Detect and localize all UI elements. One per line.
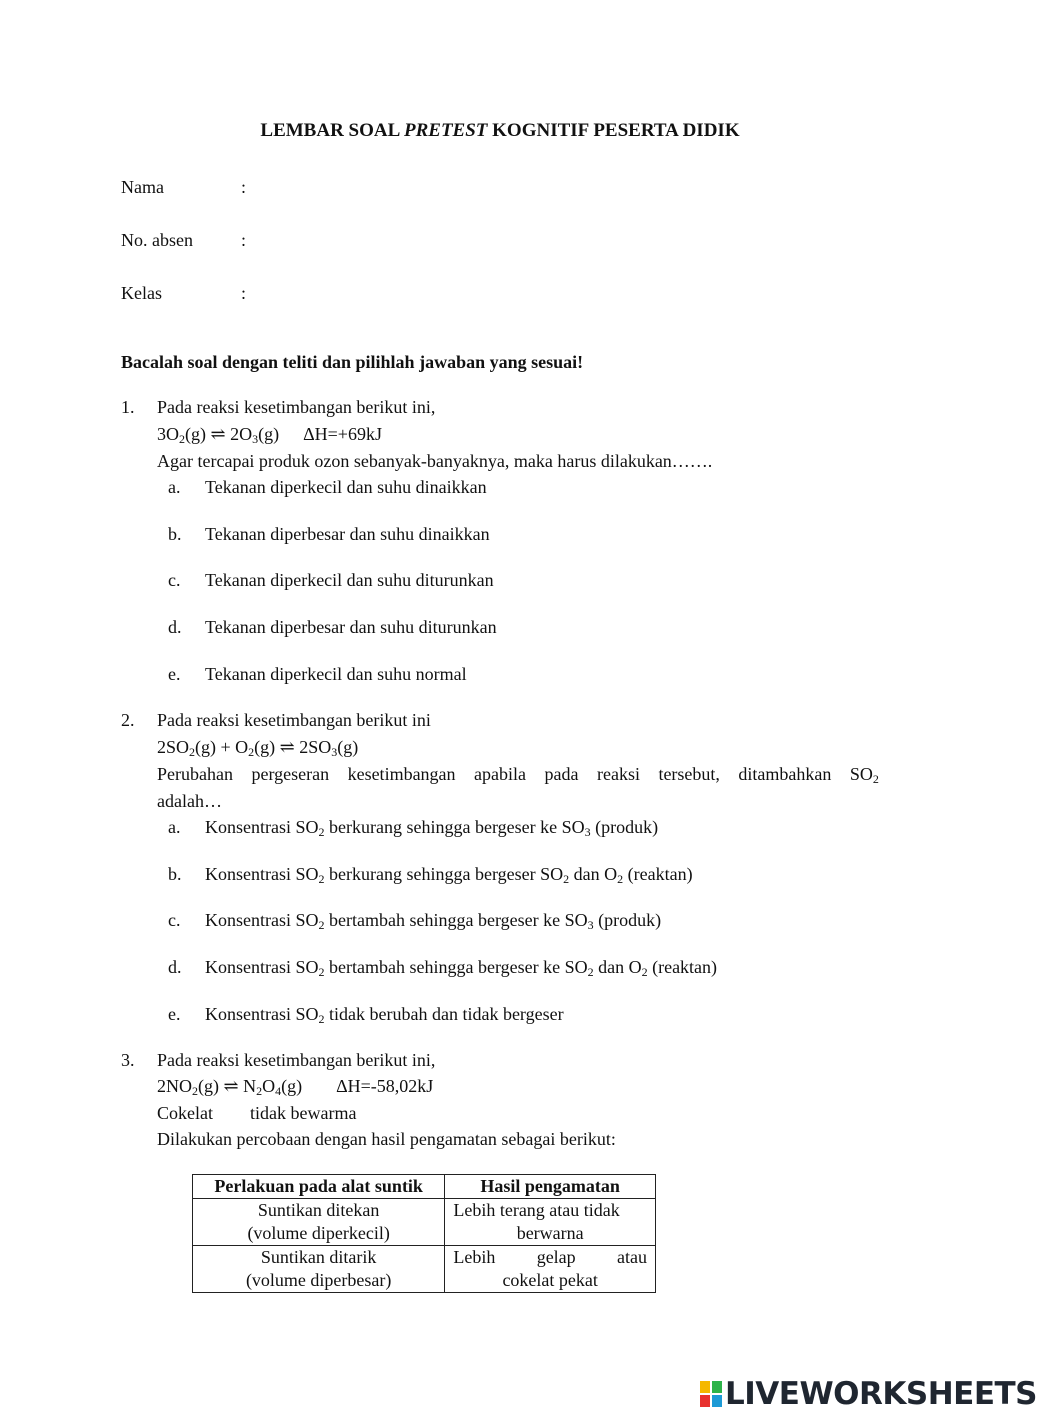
q2-option-c: Konsentrasi $SO_2$ bertambah sehingga bergeser ke $SO_3$ (produk) (205, 910, 662, 932)
observation-table (192, 1174, 656, 1293)
q1-option-a-letter: a. (168, 477, 181, 497)
table-header-result: Hasil pengamatan (445, 1175, 656, 1199)
question-3-enthalpy: ΔH=-58,02kJ (336, 1076, 434, 1096)
question-1-number: 1. (121, 397, 135, 417)
table-cell-treatment: Suntikan ditekan (volume diperkecil) (193, 1199, 445, 1246)
absen-colon: : (241, 230, 247, 250)
liveworksheets-logo-text: LIVEWORKSHEETS (725, 1376, 1037, 1412)
q2-option-b-letter: b. (168, 864, 182, 884)
question-3-intro: Pada reaksi kesetimbangan berikut ini, (157, 1050, 436, 1070)
question-3-text: Dilakukan percobaan dengan hasil pengamatan sebagai berikut: (157, 1129, 616, 1149)
question-2-equation: $2SO_2(g) + O_2(g)$ ⇌ $2SO_3(g)$ (157, 737, 359, 759)
class-label: Kelas (121, 283, 162, 303)
q1-option-b: Tekanan diperbesar dan suhu dinaikkan (205, 524, 490, 544)
question-3-equation: $2NO_2(g)$ ⇌ $N_2O_4(g)$ ΔH=-58,02kJ (157, 1076, 434, 1098)
q2-option-a-letter: a. (168, 817, 181, 837)
question-3-number: 3. (121, 1050, 135, 1070)
q1-option-b-letter: b. (168, 524, 182, 544)
table-cell-result: Lebih terang atau tidak berwarna (445, 1199, 656, 1246)
q2-option-d: Konsentrasi $SO_2$ bertambah sehingga bergeser ke $SO_2$ dan $O_2$ (reaktan) (205, 957, 718, 979)
liveworksheets-logo-icon (699, 1380, 723, 1408)
question-2-number: 2. (121, 710, 135, 730)
question-3-color-left: Cokelat (157, 1103, 213, 1123)
q1-option-d: Tekanan diperbesar dan suhu diturunkan (205, 617, 497, 637)
table-header-treatment: Perlakuan pada alat suntik (193, 1175, 445, 1199)
q2-option-c-letter: c. (168, 910, 181, 930)
page-title: LEMBAR SOAL PRETEST KOGNITIF PESERTA DIDIK (260, 120, 740, 141)
question-1-equation: $3O_2(g)$ ⇌ $2O_3(g)$ ΔH=+69kJ (157, 424, 382, 446)
table-row (193, 1199, 656, 1246)
q2-option-d-letter: d. (168, 957, 182, 977)
q1-option-a: Tekanan diperkecil dan suhu dinaikkan (205, 477, 487, 497)
question-2-text-end: adalah… (157, 791, 222, 811)
question-1-text: Agar tercapai produk ozon sebanyak-banyaknya, maka harus dilakukan……. (157, 451, 713, 471)
q1-option-c: Tekanan diperkecil dan suhu diturunkan (205, 570, 494, 590)
q1-option-c-letter: c. (168, 570, 181, 590)
question-2-intro: Pada reaksi kesetimbangan berikut ini (157, 710, 431, 730)
q2-option-e-letter: e. (168, 1004, 181, 1024)
absen-label: No. absen (121, 230, 193, 250)
class-colon: : (241, 283, 247, 303)
q1-option-e: Tekanan diperkecil dan suhu normal (205, 664, 467, 684)
q1-option-d-letter: d. (168, 617, 182, 637)
question-2-text: Perubahan pergeseran kesetimbangan apabila pada reaksi tersebut, ditambahkan $SO_2$ (157, 764, 879, 786)
table-row (193, 1246, 656, 1293)
q2-option-e: Konsentrasi $SO_2$ tidak berubah dan tidak bergeser (205, 1004, 564, 1026)
q1-option-e-letter: e. (168, 664, 181, 684)
q2-option-b: Konsentrasi $SO_2$ berkurang sehingga bergeser $SO_2$ dan $O_2$ (reaktan) (205, 864, 693, 886)
q2-option-a: Konsentrasi $SO_2$ berkurang sehingga bergeser ke $SO_3$ (produk) (205, 817, 659, 839)
table-cell-treatment: Suntikan ditarik (volume diperbesar) (193, 1246, 445, 1293)
name-colon: : (241, 177, 247, 197)
table-header-row (193, 1175, 656, 1199)
table-cell-result: Lebih gelap atau cokelat pekat (445, 1246, 656, 1293)
instruction: Bacalah soal dengan teliti dan pilihlah jawaban yang sesuai! (121, 352, 584, 372)
question-1-intro: Pada reaksi kesetimbangan berikut ini, (157, 397, 436, 417)
liveworksheets-logo (699, 1376, 1037, 1412)
name-label: Nama (121, 177, 164, 197)
question-1-enthalpy: ΔH=+69kJ (303, 424, 382, 444)
question-3-color-right: tidak bewarma (250, 1103, 357, 1123)
